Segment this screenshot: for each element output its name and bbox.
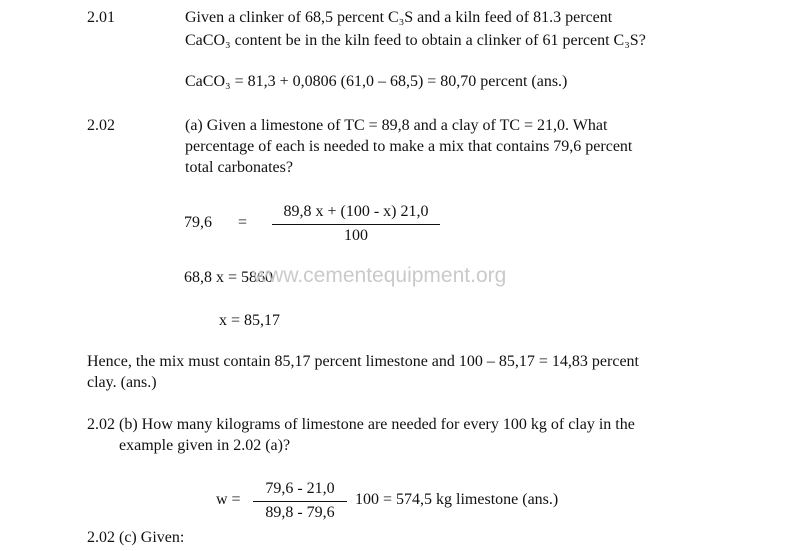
problem-2-02b-question-line2: example given in 2.02 (a)? bbox=[119, 437, 291, 454]
equation-1-fraction-bar bbox=[272, 224, 440, 225]
equation-1-equals: = bbox=[238, 214, 248, 231]
w-equation-denominator: 89,8 - 79,6 bbox=[265, 504, 335, 521]
problem-2-02a-question-line1: (a) Given a limestone of TC = 89,8 and a clay of TC = 21,0. What bbox=[185, 117, 608, 134]
problem-2-01-question-line1: Given a clinker of 68,5 percent C₃S and a kiln feed of 81.3 percent bbox=[185, 9, 613, 26]
w-equation-lhs: w = bbox=[216, 491, 241, 508]
problem-2-01-answer: CaCO₃ = 81,3 + 0,0806 (61,0 – 68,5) = 80,70 percent (ans.) bbox=[185, 73, 568, 90]
problem-2-02c-heading: 2.02 (c) Given: bbox=[87, 529, 185, 546]
w-equation-result: 100 = 574,5 kg limestone (ans.) bbox=[355, 491, 559, 508]
conclusion-line2: clay. (ans.) bbox=[87, 374, 157, 391]
equation-1-denominator: 100 bbox=[344, 227, 368, 244]
equation-1-lhs: 79,6 bbox=[184, 214, 212, 231]
w-equation-fraction-bar bbox=[253, 501, 347, 502]
conclusion-line1: Hence, the mix must contain 85,17 percent limestone and 100 – 85,17 = 14,83 percent bbox=[87, 353, 639, 370]
watermark: www.cementequipment.org bbox=[253, 264, 507, 287]
equation-1-numerator: 89,8 x + (100 - x) 21,0 bbox=[283, 203, 429, 220]
problem-number-2-02: 2.02 bbox=[87, 117, 115, 134]
problem-number-2-01: 2.01 bbox=[87, 9, 115, 26]
problem-2-02a-question-line2: percentage of each is needed to make a mix that contains 79,6 percent bbox=[185, 138, 633, 155]
equation-3: x = 85,17 bbox=[219, 312, 281, 329]
problem-2-02b-question-line1: 2.02 (b) How many kilograms of limestone are needed for every 100 kg of clay in the bbox=[87, 416, 635, 433]
problem-2-02a-question-line3: total carbonates? bbox=[185, 159, 293, 176]
equation-2: 68,8 x = 5860 bbox=[184, 269, 274, 286]
w-equation-numerator: 79,6 - 21,0 bbox=[265, 480, 335, 497]
problem-2-01-question-line2: CaCO₃ content be in the kiln feed to obtain a clinker of 61 percent C₃S? bbox=[185, 32, 646, 49]
